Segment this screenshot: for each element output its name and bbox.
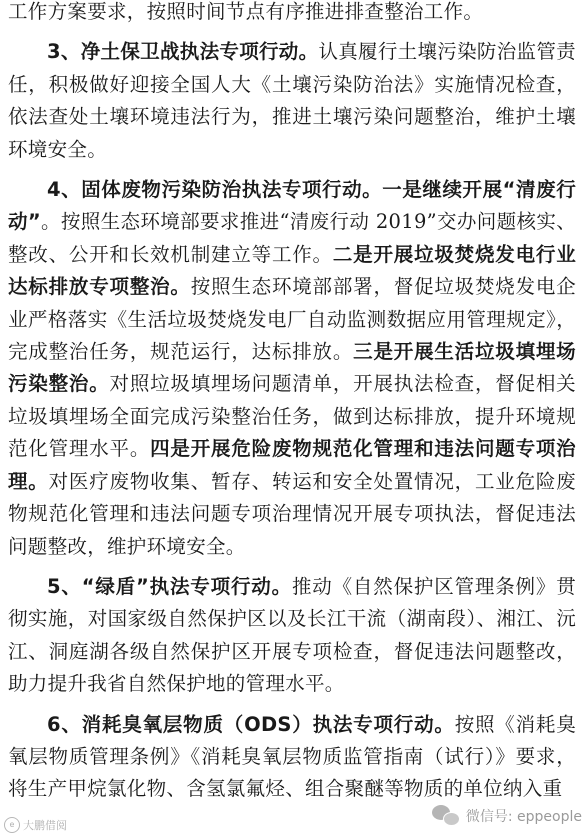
paragraph — [0, 709, 588, 806]
body-text: 。按照生态环境部要求推进“清废行动 2019”交办问题核实、整改、公开和长效机制建立等工作。 — [8, 210, 576, 266]
paragraph — [0, 36, 588, 166]
paragraph — [0, 0, 588, 28]
body-text: 对照垃圾填埋场问题清单，开展执法检查，督促相关垃圾填埋场全面完成污染整治任务，做到达标排放，提升环境规范化管理水平。 — [8, 372, 576, 461]
body-text: 按照《消耗臭氧层物质管理条例》《消耗臭氧层物质监管指南（试行）》要求，将生产甲烷氯化物、含氢氯氟烃、组合聚醚等物质的单位纳入重 — [8, 712, 576, 801]
body-text: 按照生态环境部部署，督促垃圾焚烧发电企业严格落实《生活垃圾焚烧发电厂自动监测数据应用管理规定》，完成整治任务，规范运行，达标排放。 — [8, 275, 576, 364]
bold-heading-text: 3、净土保卫战执法专项行动。 — [47, 40, 319, 64]
bold-heading-text: 4、固体废物污染防治执法专项行动。一是继续开展“清废行动” — [8, 178, 576, 234]
body-text: 对医疗废物收集、暂存、转运和安全处置情况，工业危险废物规范化管理和违法问题专项治理情况开展专项执法，督促违法问题整改，维护环境安全。 — [8, 469, 576, 558]
watermark-left-text: 大鹏借阅 — [23, 819, 67, 832]
body-text: 推动《自然保护区管理条例》贯彻实施，对国家级自然保护区以及长江干流（湖南段）、湘江、沅江、洞庭湖各级自然保护区开展专项检查，督促违法问题整改，助力提升我省自然保护地的管理水平。 — [8, 574, 576, 696]
bold-heading-text: 5、“绿盾”执法专项行动。 — [47, 574, 292, 598]
bold-heading-text: 三是开展生活垃圾填埋场污染整治。 — [8, 340, 576, 396]
paragraph — [0, 571, 588, 701]
watermark-logo-icon: e — [4, 817, 20, 833]
body-text: 工作方案要求，按照时间节点有序推进排查整治工作。 — [8, 0, 484, 23]
body-text: 认真履行土壤污染防治监管责任，积极做好迎接全国人大《土壤污染防治法》实施情况检查，依法查处土壤环境违法行为，推进土壤污染问题整治，维护土壤环境安全。 — [8, 40, 576, 161]
watermark-left — [4, 817, 67, 833]
wechat-id-text: 微信号: eppeople — [465, 809, 582, 825]
bold-heading-text: 6、消耗臭氧层物质（ODS）执法专项行动。 — [47, 712, 455, 736]
wechat-watermark — [432, 805, 582, 827]
bold-heading-text: 四是开展危险废物规范化管理和违法问题专项治理。 — [8, 437, 576, 493]
bold-heading-text: 二是开展垃圾焚烧发电行业达标排放专项整治。 — [8, 242, 576, 299]
wechat-icon — [432, 805, 460, 827]
paragraph — [0, 174, 588, 563]
